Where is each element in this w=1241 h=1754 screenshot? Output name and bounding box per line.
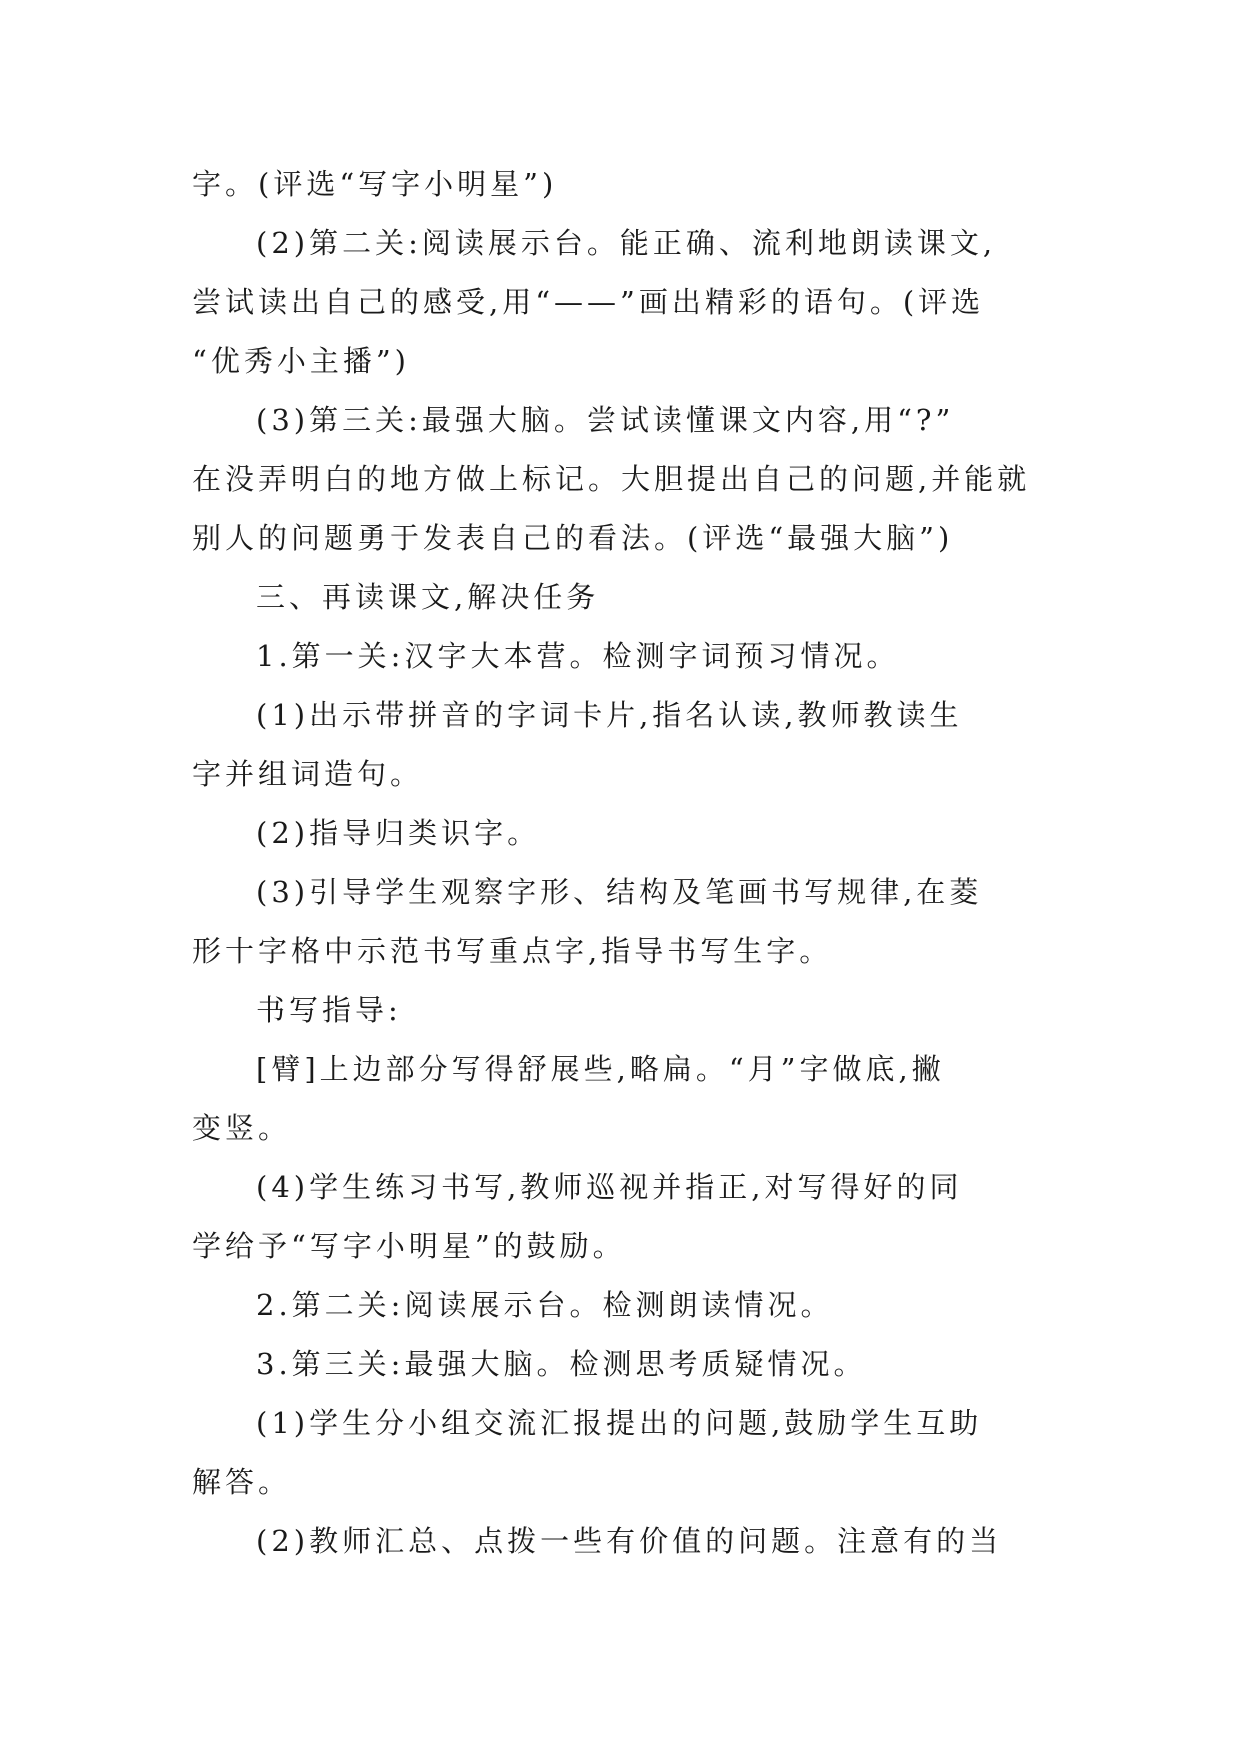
text-line: [臂]上边部分写得舒展些,略扁。“月”字做底,撇: [256, 1052, 945, 1086]
text-line: (2)指导归类识字。: [256, 816, 541, 850]
text-line: “优秀小主播”): [192, 344, 410, 378]
text-line: (1)出示带拼音的字词卡片,指名认读,教师教读生: [256, 698, 963, 732]
text-line: (3)第三关:最强大脑。尝试读懂课文内容,用“?”: [256, 403, 955, 437]
text-line: (2)教师汇总、点拨一些有价值的问题。注意有的当: [256, 1524, 1003, 1558]
text-line: (1)学生分小组交流汇报提出的问题,鼓励学生互助: [256, 1406, 983, 1440]
text-line: 变竖。: [192, 1111, 292, 1145]
text-line: 形十字格中示范书写重点字,指导书写生字。: [192, 934, 833, 968]
text-line: 字并组词造句。: [192, 757, 424, 791]
text-line: (3)引导学生观察字形、结构及笔画书写规律,在菱: [256, 875, 983, 909]
text-line: 学给予“写字小明星”的鼓励。: [192, 1229, 626, 1263]
text-line: 在没弄明白的地方做上标记。大胆提出自己的问题,并能就: [192, 462, 1031, 496]
text-line: (2)第二关:阅读展示台。能正确、流利地朗读课文,: [256, 226, 997, 260]
text-line: 尝试读出自己的感受,用“——”画出精彩的语句。(评选: [192, 285, 985, 319]
text-line: 书写指导:: [256, 993, 402, 1027]
section-heading: 三、再读课文,解决任务: [256, 580, 600, 614]
text-line: 别人的问题勇于发表自己的看法。(评选“最强大脑”): [192, 521, 954, 555]
text-line: (4)学生练习书写,教师巡视并指正,对写得好的同: [256, 1170, 963, 1204]
text-line: 3.第三关:最强大脑。检测思考质疑情况。: [256, 1347, 867, 1381]
text-line: 2.第二关:阅读展示台。检测朗读情况。: [256, 1288, 834, 1322]
text-line: 解答。: [192, 1465, 292, 1499]
text-line: 字。(评选“写字小明星”): [192, 167, 558, 201]
text-line: 1.第一关:汉字大本营。检测字词预习情况。: [256, 639, 900, 673]
